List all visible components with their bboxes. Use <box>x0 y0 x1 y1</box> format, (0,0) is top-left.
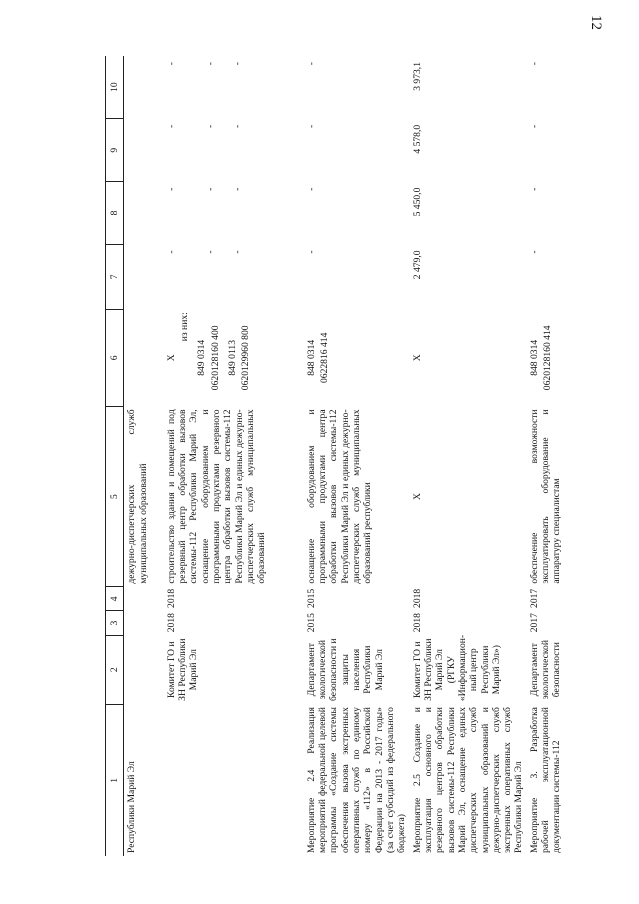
cell-start-year: 2015 <box>305 613 317 633</box>
cell-value <box>164 182 304 245</box>
cell-executor: Комитет ГО и ЗН Республики Марий Эл (РГКУ «Информацион-ный центр Республики Марий Эл») <box>411 634 502 702</box>
cell-start-year: 2018 <box>165 613 177 633</box>
header-cell: 3 <box>106 611 124 635</box>
cell-value: 4 578,0 <box>411 124 423 154</box>
header-cell: 6 <box>106 309 124 406</box>
header-cell: 4 <box>106 587 124 611</box>
program-table-wrapper <box>105 56 563 856</box>
header-cell: 10 <box>106 56 124 119</box>
cell-value <box>124 56 164 119</box>
table-row <box>124 56 164 856</box>
code-line: 848 0314 <box>305 339 317 376</box>
cell-code <box>124 309 164 406</box>
cell-measure: Мероприятие 2.4 Реализация мероприятий федеральной целевой программы «Создание системы обеспечения вызова экстренных оперативных служб по единому номеру «112» в Российской Федерации на 2013 - 2017 годы» (за счет субсидий из федерального бюджета) <box>305 707 408 853</box>
cell-start-year <box>124 611 164 635</box>
table-row <box>304 56 410 856</box>
cell-value <box>164 56 304 119</box>
cell-result: строительство здания и помещений под резервный центр обработки вызовов системы-112 Республики Марий Эл, оснащение оборудованием и программными продуктами резервного центра обработки вызовов системы-112 Республики Марий Эл и единых дежурно-диспетчерских служб муниципальных образований <box>165 409 268 584</box>
header-row <box>106 56 124 856</box>
table-row <box>164 56 304 856</box>
page-number: 12 <box>588 15 604 30</box>
cell-measure <box>164 704 304 856</box>
value: - <box>205 250 217 254</box>
value: - <box>232 124 244 129</box>
value: - <box>165 124 177 129</box>
code-line: 0622816 414 <box>319 332 331 383</box>
code-line: 849 0314 <box>196 339 208 376</box>
value: - <box>205 62 217 66</box>
value: - <box>205 124 217 129</box>
cell-value: - <box>528 250 540 254</box>
value: - <box>165 250 177 254</box>
cell-value: - <box>528 187 540 191</box>
cell-result: обеспечение возможности эксплуатировать оборудование и аппаратуру специалистам <box>528 409 563 584</box>
cell-start-year: 2018 <box>411 613 423 633</box>
value: - <box>165 187 177 191</box>
cell-value: 5 450,0 <box>411 187 423 217</box>
table-row <box>527 56 572 856</box>
cell-end-year: 2015 <box>305 588 317 608</box>
value: - <box>205 187 217 191</box>
cell-end-year: 2018 <box>165 588 177 608</box>
header-cell: 7 <box>106 244 124 309</box>
cell-value: - <box>305 187 317 191</box>
code-x: X <box>165 354 177 362</box>
cell-code <box>304 309 410 406</box>
cell-value <box>124 119 164 182</box>
cell-code: X <box>411 354 423 362</box>
cell-end-year: 2017 <box>528 588 540 608</box>
code-line: 0620128160 400 <box>209 325 221 391</box>
value: - <box>232 187 244 191</box>
program-table <box>105 56 572 856</box>
cell-measure: Республики Марий Эл <box>126 761 138 853</box>
value: - <box>232 250 244 254</box>
cell-code <box>164 309 304 406</box>
cell-value: - <box>528 124 540 129</box>
cell-measure: Мероприятие 2.5 Создание и эксплуатация основного и резервного центров обработки вызовов системы-112 Республики Марий Эл, оснащение единых диспетчерских служб муниципальных образований и дежурно-диспетчерских служб экстренных оперативных служб Республики Марий Эл <box>411 707 525 853</box>
header-cell: 9 <box>106 119 124 182</box>
cell-value: - <box>305 250 317 254</box>
cell-value <box>164 244 304 309</box>
code-line: 849 0113 <box>227 340 239 376</box>
cell-result: оснащение оборудованием и программными продуктами центра обработки вызовов системы-112 Республики Марий Эл и единых дежурно-диспетчерских служб муниципальных образований республики <box>305 409 374 584</box>
header-cell: 8 <box>106 182 124 245</box>
cell-end-year: 2018 <box>411 588 423 608</box>
cell-value: - <box>528 62 540 66</box>
code-line: 0620129960 800 <box>240 325 252 391</box>
cell-executor: Департамент экологической безопасности и защиты населения Республики Марий Эл <box>305 638 385 701</box>
cell-value <box>124 244 164 309</box>
cell-result: X <box>411 493 423 500</box>
cell-code <box>527 309 572 406</box>
code-sub-label: из них: <box>179 312 191 342</box>
cell-value: 3 973,1 <box>411 62 423 91</box>
cell-end-year <box>124 587 164 611</box>
value: - <box>165 62 177 66</box>
cell-start-year: 2017 <box>528 613 540 633</box>
cell-measure: Мероприятие 3. Разработка рабочей эксплуатационной документации системы-112 <box>528 707 563 853</box>
value: - <box>232 62 244 66</box>
cell-value: - <box>305 124 317 129</box>
table-row <box>410 56 527 856</box>
cell-executor: Департамент экологической безопасности <box>528 640 563 700</box>
header-cell: 2 <box>106 635 124 704</box>
header-cell: 5 <box>106 406 124 586</box>
header-cell: 1 <box>106 704 124 856</box>
cell-executor: Комитет ГО и ЗН Республики Марий Эл <box>165 638 200 701</box>
cell-value: - <box>305 62 317 66</box>
cell-value <box>124 182 164 245</box>
cell-result: дежурно-диспетчерских служб муниципальных образований <box>126 409 149 584</box>
cell-value: 2 479,0 <box>411 250 423 280</box>
cell-executor <box>124 635 164 704</box>
cell-value <box>164 119 304 182</box>
code-line: 0620128160 414 <box>542 325 554 391</box>
code-line: 848 0314 <box>528 339 540 376</box>
